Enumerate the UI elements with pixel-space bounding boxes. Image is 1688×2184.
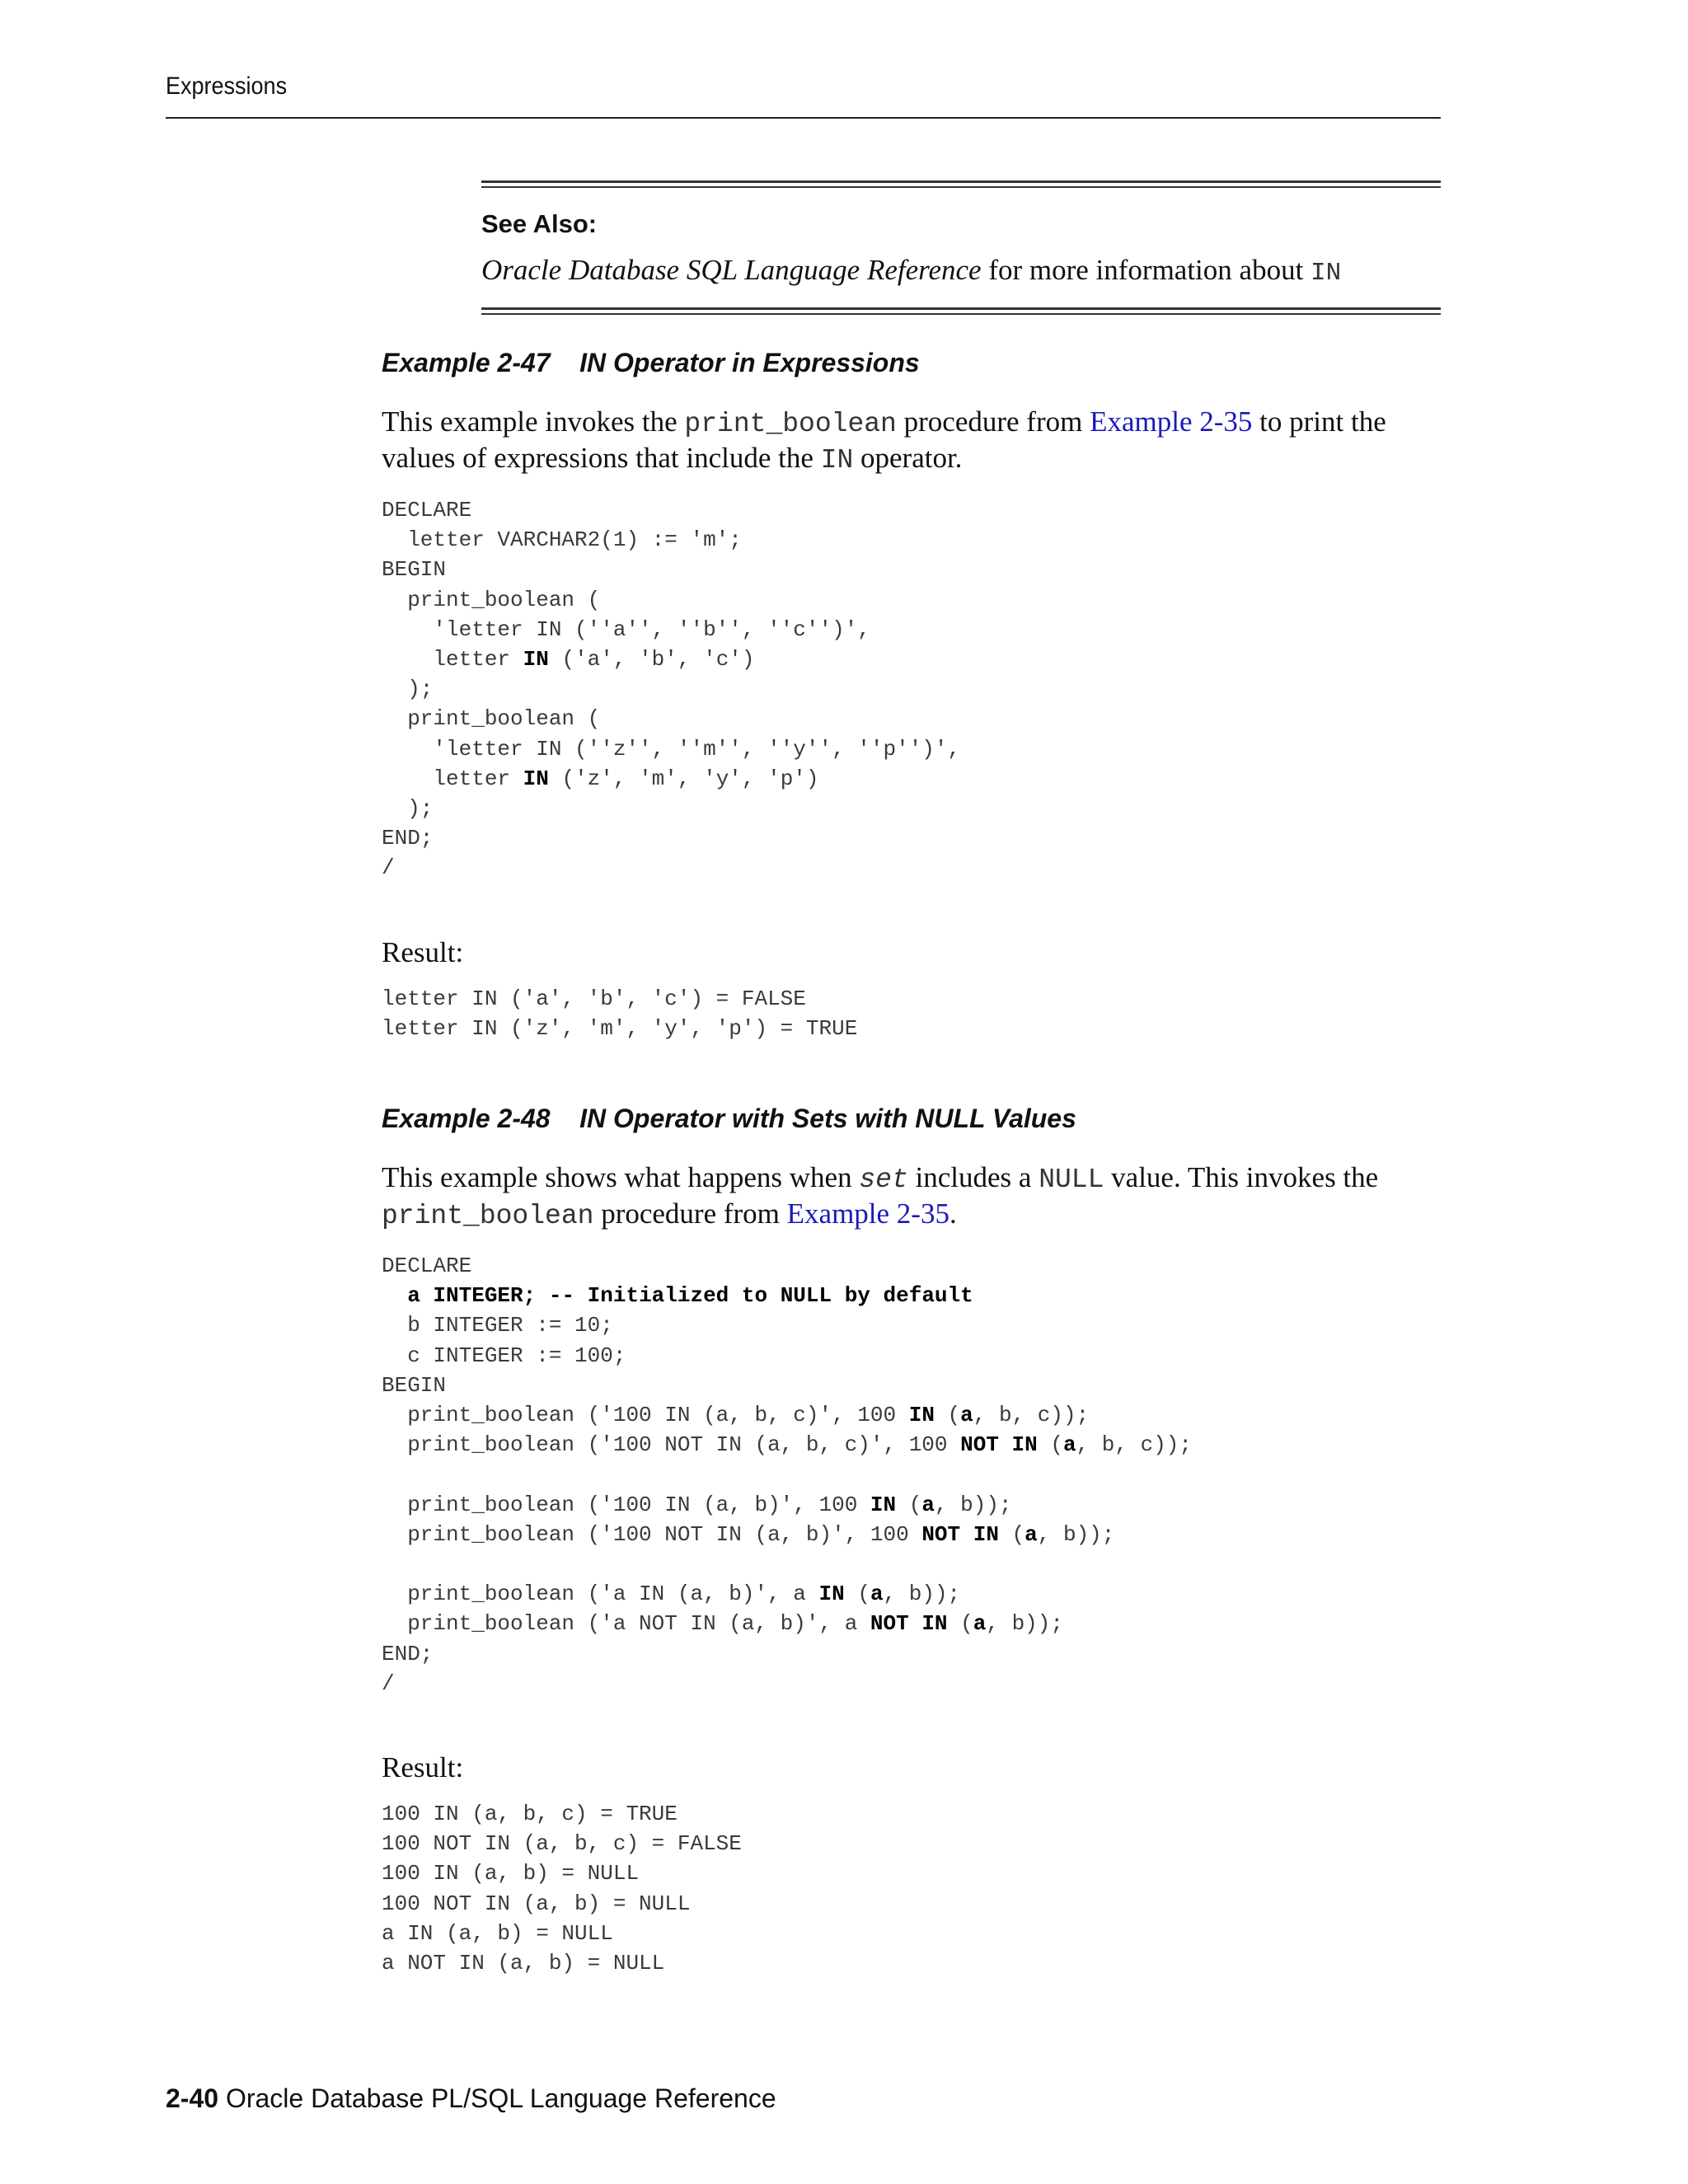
page-footer (166, 2083, 776, 2114)
code-line: DECLARE (382, 498, 472, 523)
code-line (382, 1549, 1445, 1579)
footer-book-title: Oracle Database PL/SQL Language Reference (225, 2083, 776, 2113)
code-line: c INTEGER := 100; (382, 1343, 626, 1368)
code-line: print_boolean ('a IN (a, b)', a IN (a, b)); (382, 1582, 961, 1607)
code-line: b INTEGER := 10; (382, 1313, 613, 1338)
code-line: / (382, 855, 395, 881)
result-listing (382, 984, 1445, 1043)
code-line: print_boolean ('100 NOT IN (a, b)', 100 NOT IN (a, b)); (382, 1521, 1115, 1547)
code-line: print_boolean ( (382, 587, 601, 612)
intro-text: procedure from (896, 405, 1090, 438)
code-line: a INTEGER; -- Initialized to NULL by default (407, 1283, 973, 1309)
see-also-top-rule (481, 180, 1441, 188)
code-line: END; (382, 1641, 434, 1666)
intro-code: set (859, 1165, 908, 1195)
result-line: letter IN ('a', 'b', 'c') = FALSE (382, 986, 806, 1011)
example-2-48 (382, 1104, 1445, 1978)
code-line: letter VARCHAR2(1) := 'm'; (382, 527, 742, 553)
code-line: print_boolean ('100 NOT IN (a, b, c)', 100 NOT IN (a, b, c)); (382, 1432, 1193, 1458)
running-header: Expressions (166, 73, 288, 100)
example-2-35-link[interactable]: Example 2-35 (1090, 405, 1253, 438)
intro-text: . (949, 1197, 957, 1230)
example-intro (382, 405, 1445, 477)
see-also-box (481, 180, 1441, 315)
code-line: END; (382, 826, 434, 851)
result-line: a NOT IN (a, b) = NULL (382, 1951, 665, 1976)
result-line: 100 IN (a, b, c) = TRUE (382, 1802, 678, 1827)
code-listing (382, 1251, 1445, 1699)
code-line (382, 1460, 1445, 1489)
see-also-book-title: Oracle Database SQL Language Reference (481, 254, 982, 286)
see-also-body: for more information about (981, 254, 1311, 286)
intro-text: This example invokes the (382, 405, 685, 438)
intro-code: IN (820, 445, 854, 476)
code-line: print_boolean ('a NOT IN (a, b)', a NOT IN (a, b)); (382, 1611, 1063, 1637)
code-line: print_boolean ( (382, 706, 601, 732)
code-line: 'letter IN (''z'', ''m'', ''y'', ''p'')', (382, 736, 961, 762)
example-title (382, 1104, 1445, 1134)
see-also-text (481, 254, 1441, 288)
intro-code: NULL (1039, 1165, 1104, 1195)
result-line: 100 NOT IN (a, b) = NULL (382, 1891, 691, 1916)
code-line: ); (382, 796, 434, 822)
result-listing (382, 1799, 1445, 1978)
example-heading: IN Operator in Expressions (579, 348, 920, 377)
result-line: 100 IN (a, b) = NULL (382, 1861, 640, 1886)
intro-code: print_boolean (684, 409, 897, 439)
code-line: letter IN ('z', 'm', 'y', 'p') (382, 766, 819, 791)
result-line: letter IN ('z', 'm', 'y', 'p') = TRUE (382, 1015, 858, 1041)
result-label: Result: (382, 935, 464, 968)
see-also-title: See Also: (481, 209, 598, 238)
example-heading: IN Operator with Sets with NULL Values (579, 1104, 1076, 1133)
code-line: print_boolean ('100 IN (a, b, c)', 100 IN (a, b, c)); (382, 1403, 1090, 1428)
intro-text: operator. (853, 442, 963, 474)
example-intro (382, 1160, 1445, 1233)
intro-code: print_boolean (382, 1201, 594, 1231)
result-label: Result: (382, 1751, 464, 1784)
see-also-bottom-rule (481, 307, 1441, 315)
code-line: ); (382, 677, 434, 702)
example-2-35-link[interactable]: Example 2-35 (786, 1197, 950, 1230)
example-number: Example 2-47 (382, 348, 551, 377)
intro-text: to print the values of expressions that include the (382, 405, 1386, 474)
code-line: print_boolean ('100 IN (a, b)', 100 IN (a, b)); (382, 1492, 1012, 1517)
header-rule (166, 117, 1441, 119)
intro-text: includes a (907, 1161, 1039, 1193)
code-line: BEGIN (382, 1372, 447, 1398)
code-line: letter IN ('a', 'b', 'c') (382, 647, 755, 673)
intro-text: value. This invokes the (1104, 1161, 1379, 1193)
result-line: a IN (a, b) = NULL (382, 1920, 613, 1946)
result-line: 100 NOT IN (a, b, c) = FALSE (382, 1831, 742, 1857)
see-also-keyword: IN (1311, 259, 1342, 288)
code-line: BEGIN (382, 557, 447, 583)
example-title (382, 348, 1445, 378)
example-number: Example 2-48 (382, 1104, 551, 1133)
code-line: DECLARE (382, 1254, 472, 1278)
intro-text: procedure from (593, 1197, 787, 1230)
page-number: 2-40 (166, 2083, 219, 2113)
example-2-47 (382, 348, 1445, 1043)
intro-text: This example shows what happens when (382, 1161, 860, 1193)
code-listing (382, 495, 1445, 883)
code-line: / (382, 1671, 395, 1696)
code-line: 'letter IN (''a'', ''b'', ''c'')', (382, 616, 870, 642)
